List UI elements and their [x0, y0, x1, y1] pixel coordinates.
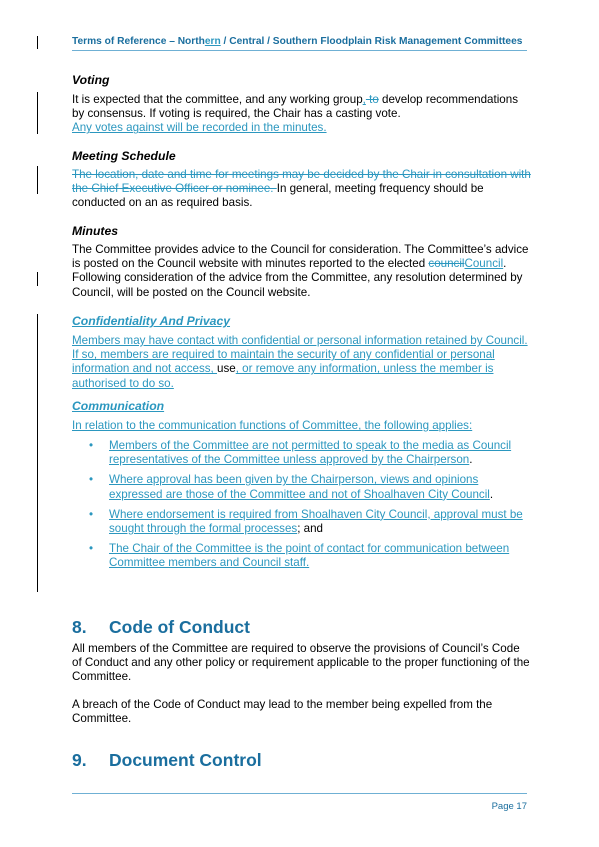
change-bar: [37, 36, 38, 49]
footer-divider: [72, 793, 527, 794]
running-header: Terms of Reference – Northern / Central / Southern Floodplain Risk Management Committees: [72, 36, 527, 51]
communication-intro: In relation to the communication functions of Committee, the following applies:: [72, 419, 473, 432]
privacy-paragraph: Members may have contact with confidential or personal information retained by Council. If so, members are required to maintain the security of any confidential or personal information and not access, use, or remove any information, unless the member is authorised to do so.: [72, 334, 528, 390]
change-bar: [37, 92, 38, 134]
change-bar: [37, 166, 38, 194]
page-number: Page 17: [491, 801, 527, 812]
schedule-heading: Meeting Schedule: [72, 149, 176, 163]
bullet-icon: •: [89, 507, 94, 521]
bullet-icon: •: [89, 542, 94, 556]
change-bar: [37, 314, 38, 592]
schedule-paragraph: The location, date and time for meetings may be decided by the Chair in consultation with the Chief Executive Officer or nominee. In general, meeting frequency should be conducted on an as required basis.: [72, 168, 531, 210]
communication-heading: Communication: [72, 399, 165, 413]
list-item: • Where endorsement is required from Shoalhaven City Council, approval must be sought through the formal processes; and: [89, 507, 523, 536]
privacy-heading: Confidentiality And Privacy: [72, 314, 231, 328]
list-item: • The Chair of the Committee is the point of contact for communication between Committee members and Council staff.: [89, 542, 510, 570]
voting-paragraph: It is expected that the committee, and any working group, to develop recommendations by consensus. If voting is required, the Chair has a casting vote. Any votes against will be recorded in the minutes.: [72, 93, 518, 135]
voting-heading: Voting: [72, 73, 110, 87]
minutes-heading: Minutes: [72, 224, 119, 238]
section-heading-document-control: 9. Document Control: [72, 750, 262, 770]
bullet-icon: •: [89, 439, 94, 452]
code-of-conduct-paragraph: All members of the Committee are required to observe the provisions of Council’s Code of Conduct and any other policy or requirement applicable to the proper functioning of the Committee.: [72, 642, 530, 684]
list-item: • Members of the Committee are not permitted to speak to the media as Council representatives of the Committee unless approved by the Chairperson.: [89, 439, 512, 467]
list-item: • Where approval has been given by the Chairperson, views and opinions expressed are those of the Committee and not of Shoalhaven City Council.: [89, 473, 494, 501]
section-heading-code-of-conduct: 8. Code of Conduct: [72, 617, 250, 637]
bullet-icon: •: [89, 473, 94, 487]
communication-list: [72, 439, 532, 571]
minutes-paragraph: The Committee provides advice to the Council for consideration. The Committee’s advice is posted on the Council website with minutes reported to the elected councilCouncil. Following consideration of the advice from the Committee, any resolution determined by Council, will be posted on the Council website.: [72, 243, 529, 299]
code-of-conduct-breach-paragraph: A breach of the Code of Conduct may lead to the member being expelled from the Committee.: [72, 698, 493, 726]
change-bar: [37, 272, 38, 286]
